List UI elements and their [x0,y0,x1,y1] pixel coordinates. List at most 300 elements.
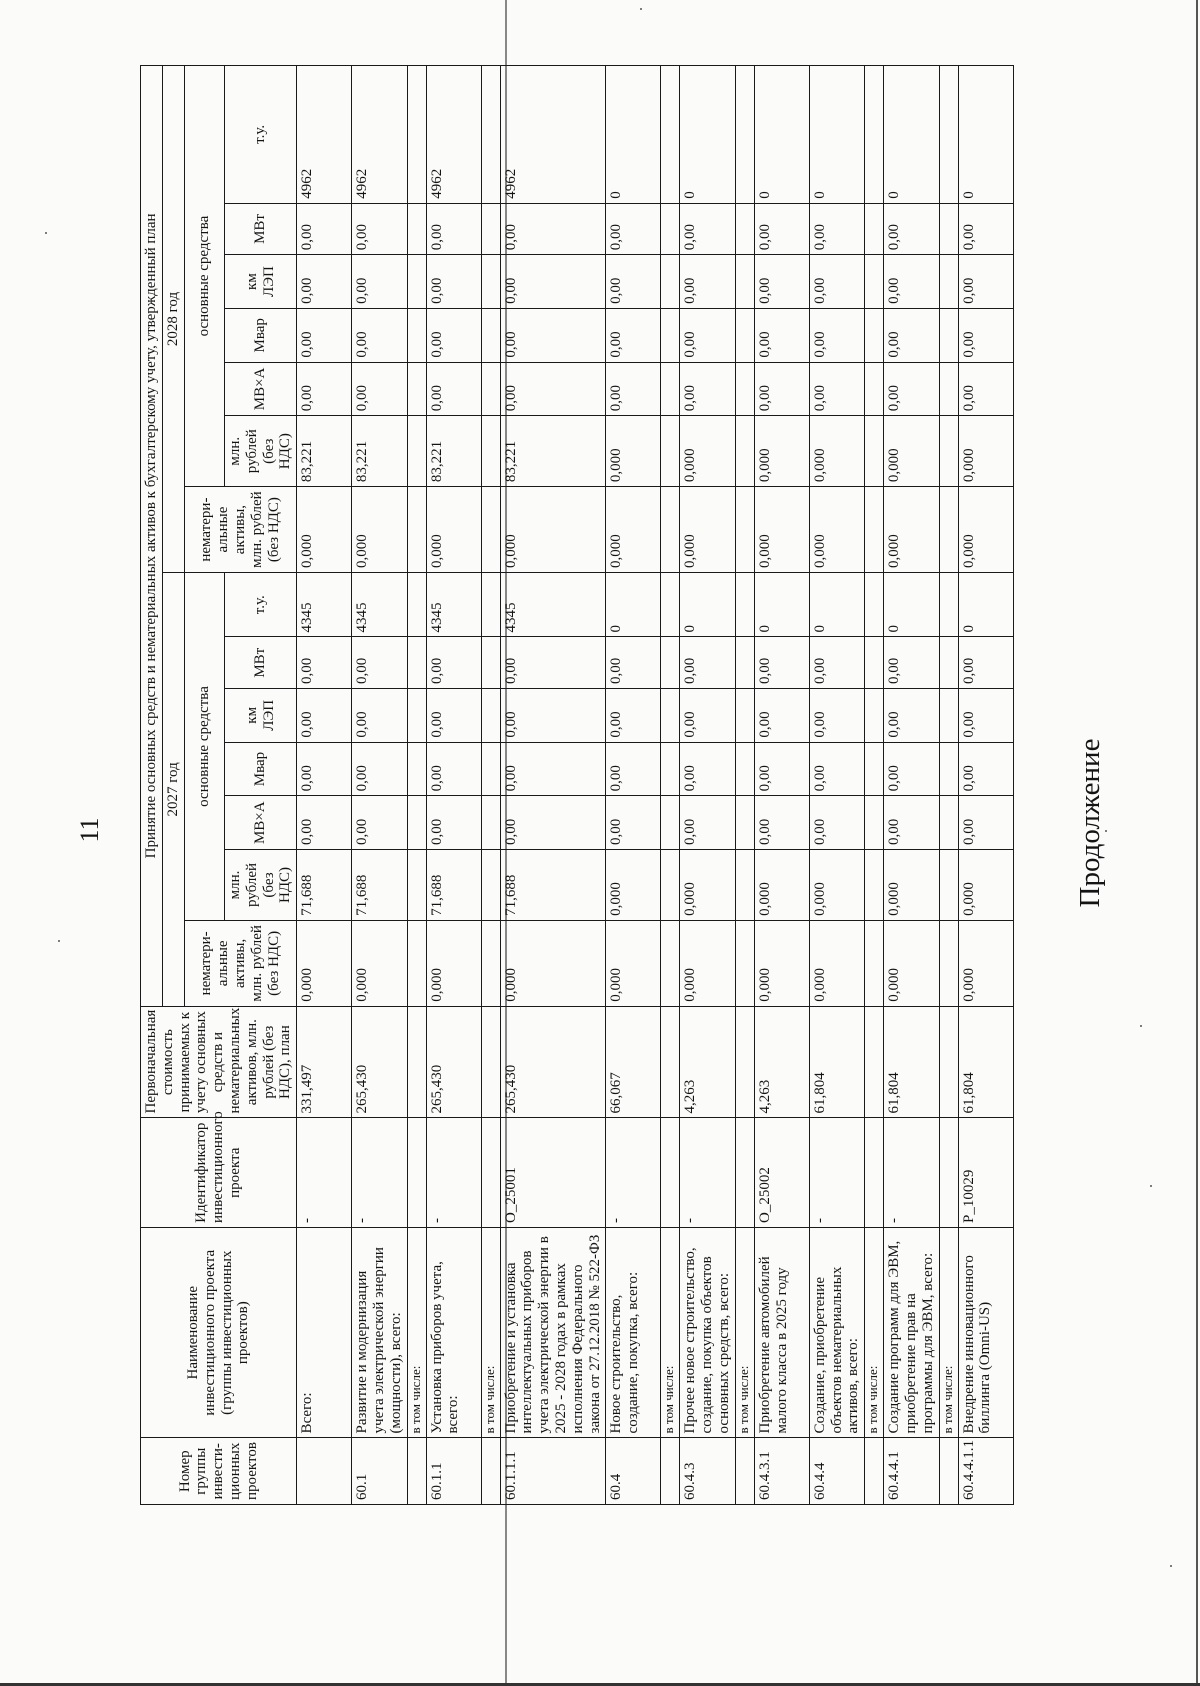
tu-2027-cell: 4345 [426,573,481,637]
header-fixed-assets-2027: основные средства [184,573,224,921]
empty-cell [661,920,680,1006]
mvar-2028-cell: 0,00 [500,308,606,362]
project-id-cell: P_10029 [958,1118,1013,1228]
empty-cell [407,573,426,637]
table-row [809,66,864,1505]
empty-cell [661,850,680,921]
header-project-name: Наименование инвестиционного проекта (группы инвестиционных проектов) [141,1227,297,1437]
table-row [500,66,606,1505]
mln-2028-cell: 0,000 [809,416,864,487]
empty-cell [481,1118,500,1228]
initial-cost-cell: 265,430 [500,1006,606,1118]
empty-cell [939,308,958,362]
empty-cell [939,637,958,689]
empty-cell [735,1006,754,1118]
intangible-2027-cell: 0,000 [352,920,407,1006]
initial-cost-cell: 61,804 [958,1006,1013,1118]
header-acceptance-plan: Принятие основных средств и нематериальных активов к бухгалтерскому учету, утвержденный план [141,66,163,1007]
header-tu-2028: т.у. [224,66,296,204]
project-name-cell: Развитие и модернизация учета электрической энергии (мощности), всего: [352,1227,407,1437]
group-number-cell [297,1438,352,1505]
empty-cell [939,688,958,742]
initial-cost-cell: 4,263 [680,1006,735,1118]
mva-2028-cell: 0,00 [958,362,1013,416]
empty-cell [865,796,884,850]
empty-cell [735,66,754,204]
km-2028-cell: 0,00 [352,255,407,309]
km-2028-cell: 0,00 [958,255,1013,309]
empty-cell [481,742,500,796]
intangible-2027-cell: 0,000 [500,920,606,1006]
mvar-2028-cell: 0,00 [754,308,809,362]
mvar-2027-cell: 0,00 [884,742,939,796]
empty-cell [735,920,754,1006]
km-2028-cell: 0,00 [606,255,661,309]
mw-2027-cell: 0,00 [606,637,661,689]
initial-cost-cell: 4,263 [754,1006,809,1118]
km-2027-cell: 0,00 [500,688,606,742]
subheader-label: в том числе: [865,1227,884,1437]
subheader-label: в том числе: [939,1227,958,1437]
empty-cell [481,66,500,204]
empty-cell [939,255,958,309]
tu-2028-cell: 0 [680,66,735,204]
mln-2027-cell: 0,000 [958,850,1013,921]
empty-cell [735,742,754,796]
header-fixed-assets-2028: основные средства [184,66,224,487]
header-year-2027: 2027 год [162,573,184,1007]
mw-2028-cell: 0,00 [352,203,407,255]
table-row [884,66,939,1505]
mln-2028-cell: 0,000 [754,416,809,487]
subheader-label: в том числе: [735,1227,754,1437]
mw-2027-cell: 0,00 [297,637,352,689]
project-id-cell: - [297,1118,352,1228]
mln-2027-cell: 0,000 [680,850,735,921]
km-2027-cell: 0,00 [297,688,352,742]
empty-cell [481,255,500,309]
table-row [661,66,680,1505]
mva-2027-cell: 0,00 [809,796,864,850]
empty-cell [407,742,426,796]
empty-cell [481,416,500,487]
mw-2028-cell: 0,00 [680,203,735,255]
header-mw-2028: МВт [224,203,296,255]
empty-cell [481,796,500,850]
km-2028-cell: 0,00 [426,255,481,309]
header-mva-2028: МВ×А [224,362,296,416]
empty-cell [865,416,884,487]
tu-2028-cell: 0 [884,66,939,204]
intangible-2028-cell: 0,000 [297,487,352,573]
empty-cell [735,637,754,689]
empty-cell [407,688,426,742]
tu-2027-cell: 0 [680,573,735,637]
project-name-cell: Создание, приобретение объектов нематериальных активов, всего: [809,1227,864,1437]
empty-cell [481,688,500,742]
header-project-id: Идентификатор инвестиционного проекта [141,1118,297,1228]
mva-2028-cell: 0,00 [680,362,735,416]
initial-cost-cell: 61,804 [809,1006,864,1118]
empty-cell [481,573,500,637]
mln-2027-cell: 71,688 [297,850,352,921]
mvar-2028-cell: 0,00 [297,308,352,362]
mvar-2027-cell: 0,00 [352,742,407,796]
empty-cell [661,637,680,689]
km-2027-cell: 0,00 [754,688,809,742]
intangible-2028-cell: 0,000 [606,487,661,573]
group-number-cell: 60.4.4.1 [884,1438,939,1505]
mln-2027-cell: 0,000 [809,850,864,921]
empty-cell [735,203,754,255]
investment-table [140,65,1014,1505]
project-name-cell: Установка приборов учета, всего: [426,1227,481,1437]
tu-2028-cell: 4962 [297,66,352,204]
tu-2028-cell: 4962 [426,66,481,204]
empty-cell [661,688,680,742]
empty-cell [407,203,426,255]
empty-cell [939,203,958,255]
table-row [407,66,426,1505]
km-2027-cell: 0,00 [884,688,939,742]
mva-2028-cell: 0,00 [809,362,864,416]
mln-2028-cell: 0,000 [680,416,735,487]
mw-2028-cell: 0,00 [500,203,606,255]
km-2027-cell: 0,00 [606,688,661,742]
mvar-2028-cell: 0,00 [606,308,661,362]
table-row [606,66,661,1505]
empty-cell [865,308,884,362]
empty-cell [407,850,426,921]
project-id-cell: O_25002 [754,1118,809,1228]
project-id-cell: - [606,1118,661,1228]
km-2028-cell: 0,00 [809,255,864,309]
empty-cell [661,255,680,309]
empty-cell [865,203,884,255]
km-2028-cell: 0,00 [884,255,939,309]
table-row [958,66,1013,1505]
empty-cell [407,1438,426,1505]
empty-cell [735,1118,754,1228]
mln-2027-cell: 0,000 [754,850,809,921]
group-number-cell: 60.1 [352,1438,407,1505]
empty-cell [481,487,500,573]
mw-2028-cell: 0,00 [809,203,864,255]
empty-cell [481,850,500,921]
tu-2028-cell: 4962 [352,66,407,204]
empty-cell [939,1118,958,1228]
initial-cost-cell: 265,430 [426,1006,481,1118]
mw-2028-cell: 0,00 [958,203,1013,255]
empty-cell [939,1438,958,1505]
tu-2028-cell: 4962 [500,66,606,204]
empty-cell [735,1438,754,1505]
project-name-cell: Новое строительство, создание, покупка, всего: [606,1227,661,1437]
empty-cell [735,487,754,573]
header-km-2028: км ЛЭП [224,255,296,309]
mw-2027-cell: 0,00 [884,637,939,689]
table-row [481,66,500,1505]
km-2028-cell: 0,00 [680,255,735,309]
header-intangible-2027: нематери-альные активы, млн. рублей (без НДС) [184,920,297,1006]
mva-2027-cell: 0,00 [606,796,661,850]
empty-cell [865,850,884,921]
page-number: 11 [75,817,104,843]
empty-cell [661,308,680,362]
tu-2027-cell: 4345 [297,573,352,637]
mln-2027-cell: 71,688 [352,850,407,921]
tu-2027-cell: 0 [884,573,939,637]
empty-cell [481,308,500,362]
mva-2028-cell: 0,00 [606,362,661,416]
subheader-label: в том числе: [481,1227,500,1437]
group-number-cell: 60.1.1.1 [500,1438,606,1505]
subheader-label: в том числе: [661,1227,680,1437]
group-number-cell: 60.4.3 [680,1438,735,1505]
empty-cell [939,796,958,850]
mw-2027-cell: 0,00 [426,637,481,689]
empty-cell [735,308,754,362]
empty-cell [407,487,426,573]
mvar-2027-cell: 0,00 [500,742,606,796]
mw-2028-cell: 0,00 [606,203,661,255]
header-year-2028: 2028 год [162,66,184,573]
mvar-2027-cell: 0,00 [754,742,809,796]
empty-cell [661,416,680,487]
intangible-2027-cell: 0,000 [606,920,661,1006]
project-name-cell: Всего: [297,1227,352,1437]
initial-cost-cell: 265,430 [352,1006,407,1118]
mva-2027-cell: 0,00 [958,796,1013,850]
mva-2027-cell: 0,00 [426,796,481,850]
empty-cell [735,362,754,416]
mw-2028-cell: 0,00 [297,203,352,255]
project-id-cell: - [352,1118,407,1228]
header-tu-2027: т.у. [224,573,296,637]
initial-cost-cell: 66,067 [606,1006,661,1118]
group-number-cell: 60.1.1 [426,1438,481,1505]
empty-cell [661,1118,680,1228]
project-id-cell: - [680,1118,735,1228]
group-number-cell: 60.4 [606,1438,661,1505]
empty-cell [661,362,680,416]
tu-2027-cell: 0 [809,573,864,637]
intangible-2028-cell: 0,000 [884,487,939,573]
table-body [297,66,1013,1505]
mvar-2027-cell: 0,00 [426,742,481,796]
group-number-cell: 60.4.3.1 [754,1438,809,1505]
mva-2028-cell: 0,00 [426,362,481,416]
mln-2028-cell: 0,000 [606,416,661,487]
table-row [426,66,481,1505]
header-intangible-2028: нематери-альные активы, млн. рублей (без НДС) [184,487,297,573]
header-mvar-2028: Мвар [224,308,296,362]
empty-cell [407,308,426,362]
header-mvar-2027: Мвар [224,742,296,796]
tu-2027-cell: 0 [754,573,809,637]
subheader-label: в том числе: [407,1227,426,1437]
km-2027-cell: 0,00 [809,688,864,742]
mva-2027-cell: 0,00 [754,796,809,850]
table-row [865,66,884,1505]
empty-cell [407,66,426,204]
header-group-number: Номер группы инвести-ционных проектов [141,1438,297,1505]
table-row [297,66,352,1505]
tu-2027-cell: 4345 [352,573,407,637]
mva-2028-cell: 0,00 [884,362,939,416]
empty-cell [865,487,884,573]
scan-right-edge [1196,0,1198,1686]
empty-cell [735,416,754,487]
intangible-2028-cell: 0,000 [680,487,735,573]
mvar-2027-cell: 0,00 [606,742,661,796]
header-mln-2028: млн. рублей (без НДС) [224,416,296,487]
project-name-cell: Создание программ для ЭВМ, приобретение прав на программы для ЭВМ, всего: [884,1227,939,1437]
mln-2027-cell: 0,000 [884,850,939,921]
empty-cell [407,796,426,850]
empty-cell [939,487,958,573]
mln-2028-cell: 83,221 [426,416,481,487]
intangible-2028-cell: 0,000 [500,487,606,573]
empty-cell [735,688,754,742]
scan-dust [58,940,60,942]
empty-cell [407,255,426,309]
project-id-cell: - [809,1118,864,1228]
mln-2028-cell: 83,221 [352,416,407,487]
empty-cell [735,850,754,921]
empty-cell [481,203,500,255]
initial-cost-cell: 331,497 [297,1006,352,1118]
empty-cell [939,920,958,1006]
intangible-2028-cell: 0,000 [426,487,481,573]
tu-2028-cell: 0 [809,66,864,204]
empty-cell [407,1118,426,1228]
mln-2028-cell: 0,000 [884,416,939,487]
empty-cell [939,742,958,796]
table-row [939,66,958,1505]
project-name-cell: Приобретение и установка интеллектуальных приборов учета электрической энергии в 2025 - 2028 годах в рамках исполнения Федерального закона от 27.12.2018 № 522-ФЗ [500,1227,606,1437]
km-2027-cell: 0,00 [352,688,407,742]
km-2027-cell: 0,00 [426,688,481,742]
km-2027-cell: 0,00 [958,688,1013,742]
header-mw-2027: МВт [224,637,296,689]
project-id-cell: - [426,1118,481,1228]
empty-cell [939,573,958,637]
km-2027-cell: 0,00 [680,688,735,742]
empty-cell [407,416,426,487]
mvar-2028-cell: 0,00 [809,308,864,362]
empty-cell [661,742,680,796]
mva-2028-cell: 0,00 [500,362,606,416]
mvar-2028-cell: 0,00 [958,308,1013,362]
empty-cell [865,920,884,1006]
mln-2028-cell: 83,221 [297,416,352,487]
mvar-2028-cell: 0,00 [352,308,407,362]
empty-cell [865,1118,884,1228]
empty-cell [407,637,426,689]
mw-2027-cell: 0,00 [500,637,606,689]
tu-2027-cell: 4345 [500,573,606,637]
intangible-2027-cell: 0,000 [809,920,864,1006]
empty-cell [865,66,884,204]
initial-cost-cell: 61,804 [884,1006,939,1118]
project-id-cell: O_25001 [500,1118,606,1228]
tu-2028-cell: 0 [958,66,1013,204]
project-name-cell: Прочее новое строительство, создание, покупка объектов основных средств, всего: [680,1227,735,1437]
intangible-2027-cell: 0,000 [884,920,939,1006]
empty-cell [939,362,958,416]
mw-2027-cell: 0,00 [809,637,864,689]
mva-2027-cell: 0,00 [500,796,606,850]
header-initial-cost: Первоначальная стоимость принимаемых к учету основных средств и нематериальных активов, млн. рублей (без НДС), план [141,1006,297,1118]
intangible-2027-cell: 0,000 [297,920,352,1006]
table-row [735,66,754,1505]
empty-cell [407,920,426,1006]
header-mva-2027: МВ×А [224,796,296,850]
mw-2028-cell: 0,00 [884,203,939,255]
group-number-cell: 60.4.4.1.1 [958,1438,1013,1505]
mva-2027-cell: 0,00 [680,796,735,850]
intangible-2027-cell: 0,000 [680,920,735,1006]
mvar-2027-cell: 0,00 [297,742,352,796]
empty-cell [661,1438,680,1505]
empty-cell [865,1006,884,1118]
mln-2027-cell: 71,688 [500,850,606,921]
header-km-2027: км ЛЭП [224,688,296,742]
mvar-2028-cell: 0,00 [884,308,939,362]
tu-2028-cell: 0 [606,66,661,204]
tu-2027-cell: 0 [958,573,1013,637]
empty-cell [407,362,426,416]
scan-dust [1170,1565,1172,1567]
table-row [352,66,407,1505]
empty-cell [661,573,680,637]
scan-dust [45,232,47,234]
mvar-2027-cell: 0,00 [958,742,1013,796]
km-2028-cell: 0,00 [297,255,352,309]
mva-2027-cell: 0,00 [297,796,352,850]
mva-2027-cell: 0,00 [352,796,407,850]
empty-cell [481,362,500,416]
tu-2027-cell: 0 [606,573,661,637]
empty-cell [865,362,884,416]
project-name-cell: Приобретение автомобилей малого класса в 2025 году [754,1227,809,1437]
mln-2027-cell: 0,000 [606,850,661,921]
empty-cell [481,637,500,689]
intangible-2028-cell: 0,000 [352,487,407,573]
mvar-2027-cell: 0,00 [680,742,735,796]
table-row [680,66,735,1505]
rotated-table-container [140,0,1180,1505]
intangible-2027-cell: 0,000 [958,920,1013,1006]
km-2028-cell: 0,00 [500,255,606,309]
mw-2027-cell: 0,00 [958,637,1013,689]
empty-cell [481,1438,500,1505]
mva-2028-cell: 0,00 [754,362,809,416]
empty-cell [661,1006,680,1118]
empty-cell [735,573,754,637]
mw-2028-cell: 0,00 [426,203,481,255]
intangible-2028-cell: 0,000 [809,487,864,573]
empty-cell [865,637,884,689]
mva-2028-cell: 0,00 [352,362,407,416]
mvar-2027-cell: 0,00 [809,742,864,796]
empty-cell [865,1438,884,1505]
intangible-2027-cell: 0,000 [426,920,481,1006]
group-number-cell: 60.4.4 [809,1438,864,1505]
empty-cell [661,66,680,204]
empty-cell [939,416,958,487]
